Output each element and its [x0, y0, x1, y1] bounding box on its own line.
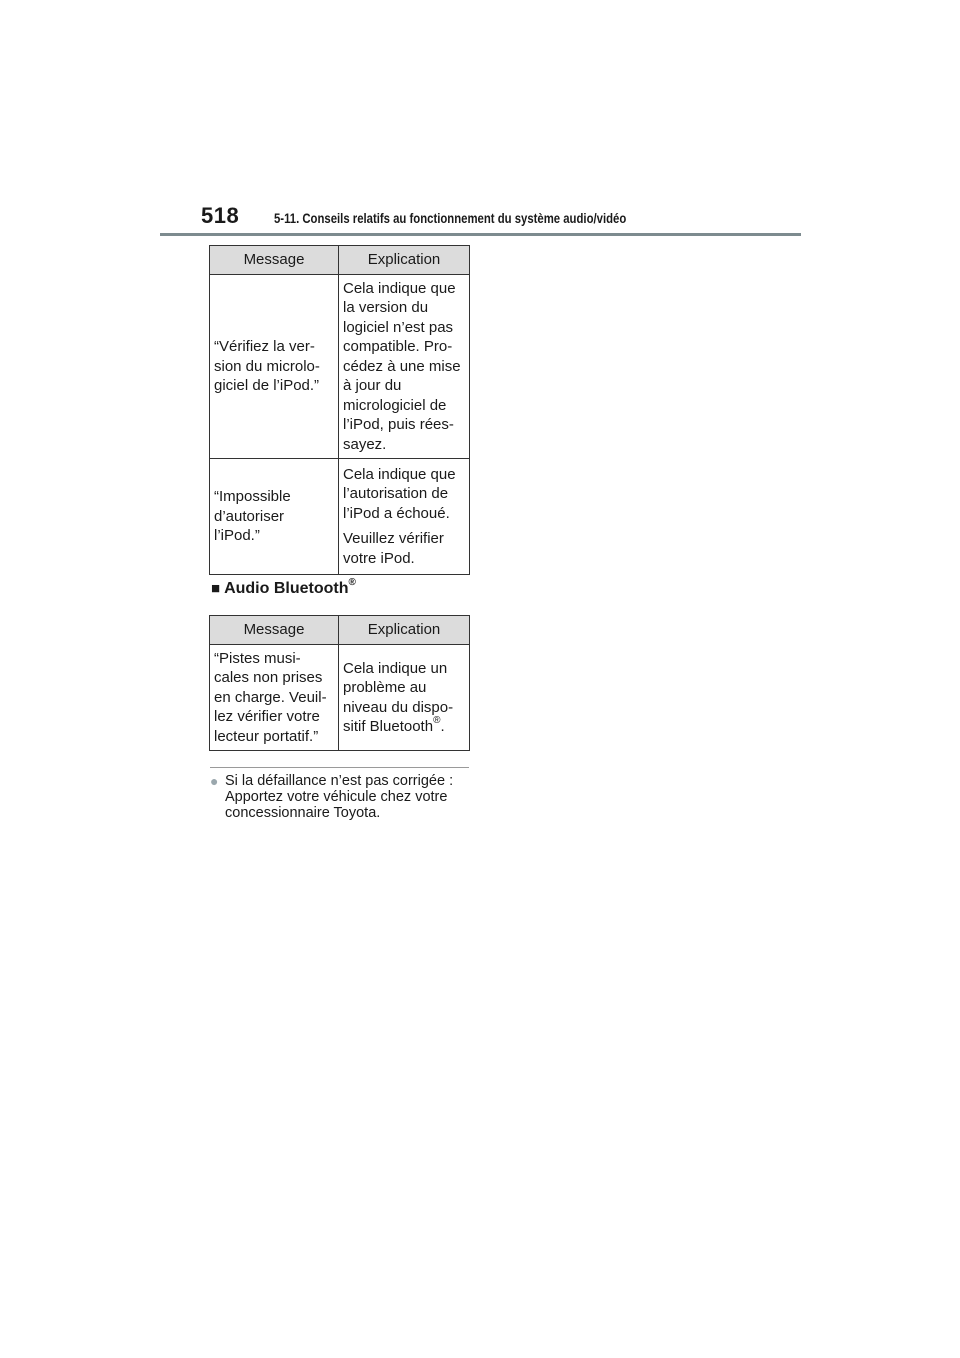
explication-cell — [339, 459, 470, 575]
explication-text: Cela indique que l’autorisation de l’iPod a échoué. — [343, 465, 456, 522]
message-text: “Pistes musi-cales non prises en charge. Veuil-lez vérifier votre lecteur portatif.” — [214, 649, 327, 745]
table-header-row — [210, 616, 470, 645]
explication-cell — [339, 645, 470, 751]
column-header-explication: Explication — [339, 616, 470, 645]
section-title: 5-11. Conseils relatifs au fonctionnement du système audio/vidéo — [274, 211, 627, 226]
note-text: Si la défaillance n’est pas corrigée : Apportez votre véhicule chez votre concessionnaire Toyota. — [225, 773, 454, 821]
explication-text: Cela indique que la version du logiciel n’est pas compatible. Pro-cédez à une mise à jour du micrologiciel de l’iPod, puis rées-sayez. — [343, 279, 461, 453]
page-number: 518 — [201, 203, 240, 228]
column-header-explication: Explication — [339, 246, 470, 275]
ipod-message-table — [209, 245, 470, 575]
explication-end: . — [440, 718, 445, 735]
table-header-row — [210, 246, 470, 275]
square-bullet-icon: ■ — [211, 580, 221, 597]
bluetooth-section-heading — [211, 576, 356, 598]
message-text: “Impossible d’autoriser l’iPod.” — [214, 488, 291, 545]
explication-cell — [339, 275, 470, 459]
message-cell — [210, 275, 339, 459]
column-header-message: Message — [210, 246, 339, 275]
message-cell — [210, 645, 339, 751]
explication-text: Veuillez vérifier votre iPod. — [343, 530, 444, 567]
message-text: “Vérifiez la ver-sion du microlo-giciel de l’iPod.” — [214, 338, 320, 395]
bluetooth-message-table — [209, 615, 470, 751]
header-divider — [160, 233, 801, 236]
table-row — [210, 645, 470, 751]
explication-body: Cela indique un problème au niveau du dispo-sitif Bluetooth — [343, 659, 454, 735]
page-header — [198, 200, 802, 236]
note-divider — [210, 767, 469, 768]
registered-mark: ® — [433, 715, 441, 726]
table-row — [210, 275, 470, 459]
heading-text: Audio Bluetooth — [224, 580, 349, 597]
circle-bullet-icon: ● — [210, 773, 219, 789]
explication-text — [343, 659, 465, 737]
message-cell — [210, 459, 339, 575]
column-header-message: Message — [210, 616, 339, 645]
registered-mark: ® — [348, 576, 356, 588]
note — [210, 773, 472, 821]
table-row — [210, 459, 470, 575]
